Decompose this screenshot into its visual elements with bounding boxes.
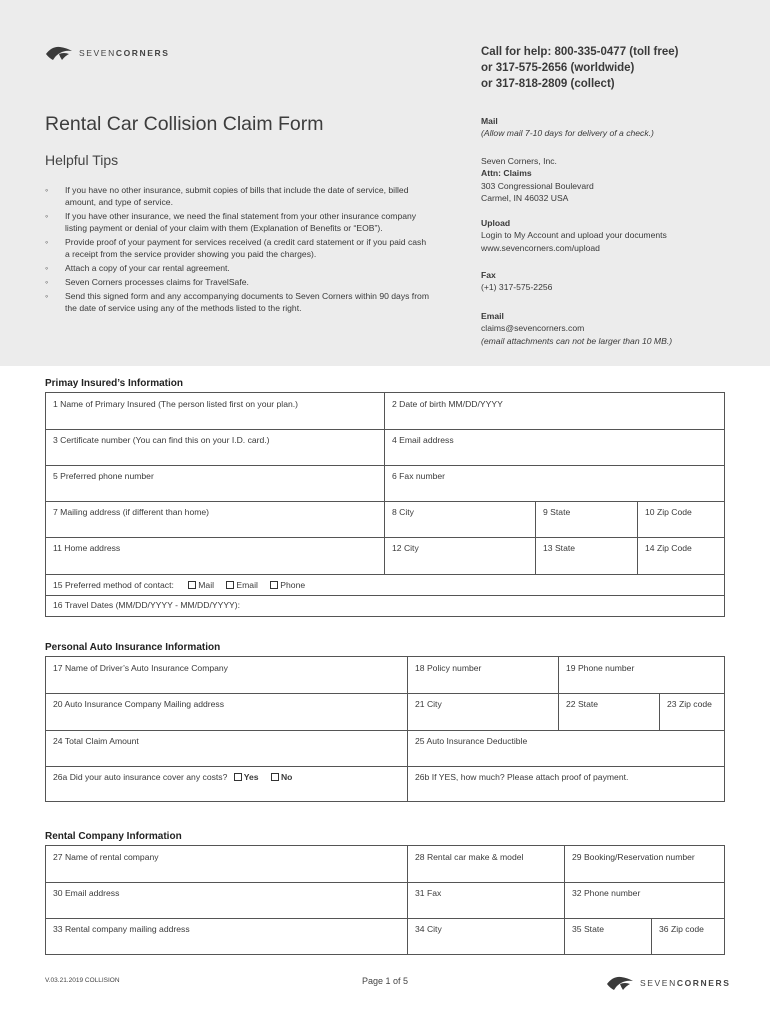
- brand-name: SEVENCORNERS: [640, 978, 731, 988]
- field-contact-method: [46, 576, 305, 590]
- field-home-state[interactable]: 13 State: [543, 543, 576, 553]
- phone-option-label: Phone: [280, 580, 306, 590]
- tips-heading: Helpful Tips: [45, 152, 119, 168]
- tips-list: [45, 184, 430, 316]
- contact-method-label: 15 Preferred method of contact:: [53, 580, 174, 590]
- field-mailing-zip[interactable]: 10 Zip Code: [645, 507, 692, 517]
- footer-logo: [606, 975, 731, 991]
- no-checkbox[interactable]: [271, 773, 279, 781]
- contact-address: [481, 155, 741, 204]
- contact-email: [481, 310, 741, 347]
- email-option-label: Email: [236, 580, 258, 590]
- rental-company-grid: [45, 845, 725, 955]
- tip-item: ◦ If you have no other insurance, submit copies of bills that include the date of service, billed amount, and type of service.: [45, 184, 430, 208]
- field-home-zip[interactable]: 14 Zip Code: [645, 543, 692, 553]
- no-label: No: [280, 772, 293, 782]
- address-line: Seven Corners, Inc.: [481, 156, 557, 166]
- email-note: (email attachments can not be larger than 10 MB.): [481, 335, 673, 346]
- field-fax-number[interactable]: 6 Fax number: [392, 471, 446, 481]
- tip-item: ◦ Attach a copy of your car rental agreement.: [45, 262, 430, 274]
- brand-name: SEVENCORNERS: [79, 48, 170, 58]
- help-line-2: or 317-575-2656 (worldwide): [481, 62, 635, 74]
- tip-item: ◦ Send this signed form and any accompanying documents to Seven Corners within 90 days from the date of service using any of the methods listed to the right.: [45, 290, 430, 314]
- field-insurance-deductible[interactable]: 25 Auto Insurance Deductible: [415, 736, 528, 746]
- field-home-address[interactable]: 11 Home address: [53, 543, 121, 553]
- phone-checkbox[interactable]: [270, 581, 278, 589]
- field-policy-number[interactable]: 18 Policy number: [415, 663, 482, 673]
- field-mailing-state[interactable]: 9 State: [543, 507, 571, 517]
- form-version: V.03.21.2019 COLLISION: [45, 977, 120, 984]
- field-rental-fax[interactable]: 31 Fax: [415, 888, 442, 898]
- field-rental-car-make-model[interactable]: 28 Rental car make & model: [415, 852, 524, 862]
- brand-mark-icon: [45, 45, 73, 61]
- field-preferred-phone[interactable]: 5 Preferred phone number: [53, 471, 154, 481]
- field-rental-company-name[interactable]: 27 Name of rental company: [53, 852, 159, 862]
- brand-mark-icon: [606, 975, 634, 991]
- section-heading-auto-insurance: Personal Auto Insurance Information: [45, 642, 221, 653]
- field-primary-insured-name[interactable]: 1 Name of Primary Insured (The person listed first on your plan.): [53, 399, 299, 409]
- field-insurance-city[interactable]: 21 City: [415, 699, 442, 709]
- field-auto-insurance-cover: [46, 768, 292, 782]
- contact-upload: [481, 217, 741, 254]
- field-insurance-state[interactable]: 22 State: [566, 699, 599, 709]
- mail-note: (Allow mail 7-10 days for delivery of a check.): [481, 128, 654, 139]
- tip-item: ◦ Seven Corners processes claims for TravelSafe.: [45, 276, 430, 288]
- email-label: Email: [481, 311, 504, 321]
- field-home-city[interactable]: 12 City: [392, 543, 419, 553]
- tip-item: ◦ If you have other insurance, we need the final statement from your other insurance company listing payment or denial of your claim with them (Explanation of Benefits or “EOB”).: [45, 210, 430, 234]
- field-date-of-birth[interactable]: 2 Date of birth MM/DD/YYYY: [392, 399, 503, 409]
- upload-text: Login to My Account and upload your documents: [481, 230, 667, 241]
- field-insurance-phone[interactable]: 19 Phone number: [566, 663, 635, 673]
- field-mailing-address[interactable]: 7 Mailing address (if different than home): [53, 507, 210, 517]
- contact-mail: [481, 115, 741, 140]
- field-email-address[interactable]: 4 Email address: [392, 435, 454, 445]
- email-checkbox[interactable]: [226, 581, 234, 589]
- field-driver-insurance-company[interactable]: 17 Name of Driver’s Auto Insurance Company: [53, 663, 228, 673]
- mail-option-label: Mail: [198, 580, 215, 590]
- field-certificate-number[interactable]: 3 Certificate number (You can find this on your I.D. card.): [53, 435, 270, 445]
- help-line-1: Call for help: 800-335-0477 (toll free): [481, 46, 679, 58]
- contact-fax: [481, 269, 741, 294]
- tip-item: ◦ Provide proof of your payment for services received (a credit card statement or if you paid cash a receipt from the service provider showing you paid the charges).: [45, 236, 430, 260]
- address-line: 303 Congressional Boulevard: [481, 180, 594, 191]
- field-total-claim-amount[interactable]: 24 Total Claim Amount: [53, 736, 139, 746]
- field-covered-amount[interactable]: 26b If YES, how much? Please attach proof of payment.: [415, 772, 629, 782]
- field-travel-dates[interactable]: 16 Travel Dates (MM/DD/YYYY - MM/DD/YYYY):: [53, 600, 241, 610]
- page-title: Rental Car Collision Claim Form: [45, 113, 324, 135]
- field-rental-city[interactable]: 34 City: [415, 924, 442, 934]
- field-rental-zip[interactable]: 36 Zip code: [659, 924, 704, 934]
- upload-label: Upload: [481, 218, 511, 228]
- mail-label: Mail: [481, 116, 498, 126]
- cover-question-label: 26a Did your auto insurance cover any costs?: [53, 772, 228, 782]
- field-mailing-city[interactable]: 8 City: [392, 507, 414, 517]
- mail-checkbox[interactable]: [188, 581, 196, 589]
- address-line: Attn: Claims: [481, 168, 532, 179]
- section-heading-insured: Primay Insured’s Information: [45, 378, 183, 389]
- field-rental-mailing-address[interactable]: 33 Rental company mailing address: [53, 924, 190, 934]
- fax-label: Fax: [481, 270, 496, 280]
- yes-label: Yes: [243, 772, 259, 782]
- address-line: Carmel, IN 46032 USA: [481, 192, 569, 203]
- insured-info-grid: [45, 392, 725, 617]
- field-insurance-mailing-address[interactable]: 20 Auto Insurance Company Mailing address: [53, 699, 225, 709]
- field-rental-phone[interactable]: 32 Phone number: [572, 888, 641, 898]
- help-line-3: or 317-818-2809 (collect): [481, 78, 615, 90]
- yes-checkbox[interactable]: [234, 773, 242, 781]
- brand-logo: [45, 45, 170, 61]
- upload-link[interactable]: www.sevencorners.com/upload: [481, 242, 600, 253]
- section-heading-rental-company: Rental Company Information: [45, 831, 182, 842]
- help-phone-block: [481, 44, 678, 92]
- email-link[interactable]: claims@sevencorners.com: [481, 323, 585, 334]
- auto-insurance-grid: [45, 656, 725, 802]
- field-rental-email[interactable]: 30 Email address: [53, 888, 120, 898]
- field-rental-state[interactable]: 35 State: [572, 924, 605, 934]
- page-number: Page 1 of 5: [362, 976, 409, 986]
- fax-number: (+1) 317-575-2256: [481, 282, 553, 293]
- field-booking-number[interactable]: 29 Booking/Reservation number: [572, 852, 695, 862]
- field-insurance-zip[interactable]: 23 Zip code: [667, 699, 712, 709]
